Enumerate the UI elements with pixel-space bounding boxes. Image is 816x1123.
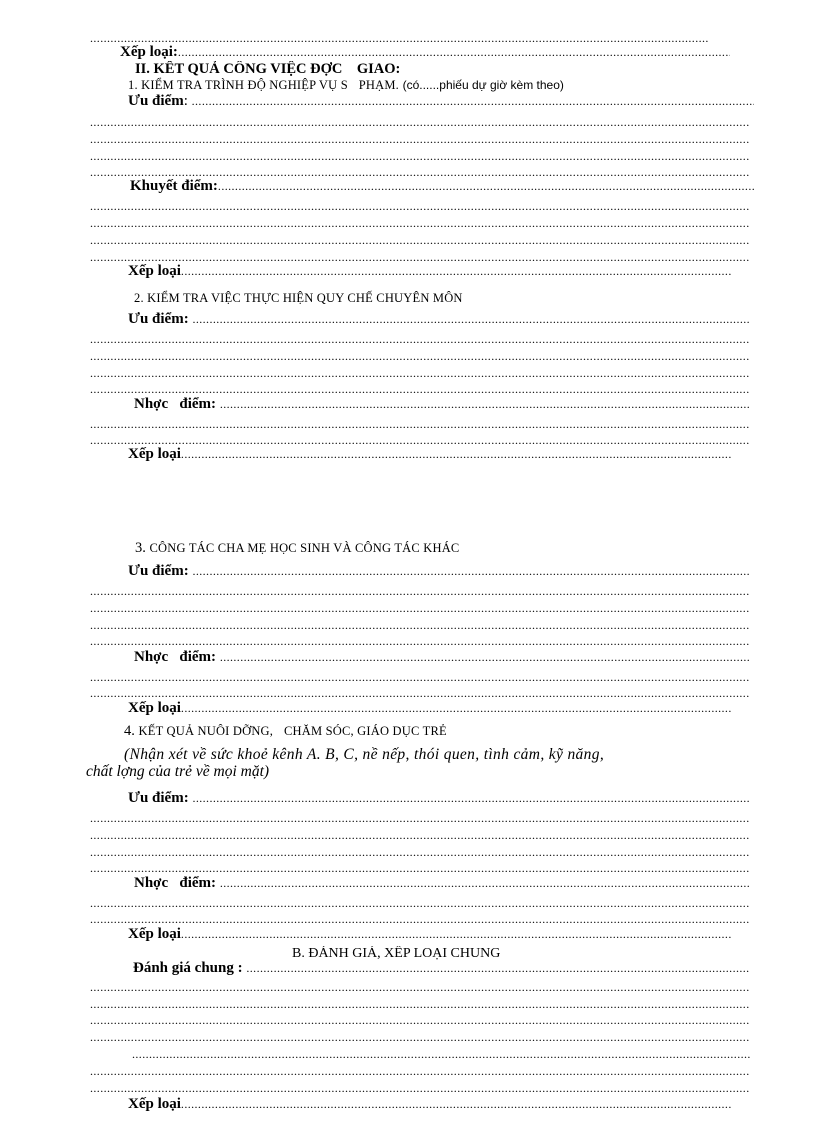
dotted-line	[90, 251, 750, 263]
part3-nhuoc-diem-row: Nhợc điểm: .....	[134, 649, 750, 665]
dotted-line	[90, 434, 750, 446]
part3-xep-loai-row: Xếp loại .....	[128, 700, 732, 716]
part3-uu-diem-row: Ưu điểm: .....	[128, 563, 750, 579]
part2-title: 2. KIỂM TRA VIỆC THỰC HIỆN QUY CHẾ CHUYÊN MÔN	[134, 291, 463, 305]
dotted-line	[90, 367, 750, 379]
dotted-fill	[218, 178, 754, 192]
dotted-line	[90, 200, 750, 212]
dotted-fill	[181, 1096, 732, 1110]
dotted-line	[90, 350, 750, 362]
part3-title: 3. CÔNG TÁC CHA MẸ HỌC SINH VÀ CÔNG TÁC KHÁC	[135, 540, 460, 556]
part4-xep-loai-row: Xếp loại .....	[128, 926, 732, 942]
dotted-line	[90, 333, 750, 345]
part4-uu-diem-row: Ưu điểm: .....	[128, 790, 750, 806]
dotted-line	[90, 671, 750, 683]
dotted-line	[90, 635, 750, 647]
dotted-line	[90, 812, 750, 824]
partB-xep-loai-row: Xếp loại .....	[128, 1096, 732, 1112]
dotted-fill	[192, 93, 754, 107]
dotted-line	[90, 1014, 750, 1026]
dotted-line	[90, 1082, 750, 1094]
dotted-line	[90, 383, 750, 395]
part2-uu-diem-row: Ưu điểm: .....	[128, 311, 750, 327]
part1-title: 1. KIỂM TRA TRÌNH ĐỘ NGHIỆP VỤ S PHẠM. (có......phiếu dự giờ kèm theo)	[128, 78, 564, 92]
dotted-line	[90, 234, 750, 246]
dotted-fill	[181, 446, 732, 460]
dotted-line	[90, 217, 750, 229]
section2-heading: II. KẾT QUẢ CÔNG VIỆC ĐỢC GIAO:	[135, 61, 401, 77]
dotted-line	[90, 166, 750, 178]
dotted-fill	[220, 396, 750, 410]
dotted-fill	[220, 649, 750, 663]
dotted-line	[90, 418, 750, 430]
partB-danh-gia-row: Đánh giá chung : .....	[133, 960, 750, 976]
dotted-fill	[192, 790, 750, 804]
dotted-line	[90, 619, 750, 631]
dotted-line	[90, 981, 750, 993]
dotted-fill	[192, 563, 750, 577]
dotted-line	[90, 829, 750, 841]
part4-note-line1: (Nhận xét về sức khoẻ kênh A. B, C, nề nếp, thói quen, tình cảm, kỹ năng,	[124, 747, 605, 763]
dotted-line	[90, 998, 750, 1010]
dotted-line	[90, 150, 750, 162]
dotted-fill	[192, 311, 750, 325]
dotted-fill	[181, 700, 732, 714]
dotted-line	[90, 116, 750, 128]
dotted-fill	[178, 44, 730, 58]
part2-nhuoc-diem-row: Nhợc điểm: .....	[134, 396, 750, 412]
dotted-fill	[181, 926, 732, 940]
part1-khuyet-diem-row: Khuyết điểm: .....	[130, 178, 754, 194]
part1-xep-loai-row: Xếp loại .....	[128, 263, 732, 279]
dotted-line	[90, 913, 750, 925]
dotted-line	[90, 32, 708, 44]
dotted-line	[132, 1048, 750, 1060]
part4-note-line2: chất lợng của trẻ về mọi mặt)	[86, 764, 270, 780]
dotted-line	[90, 585, 750, 597]
part4-title: 4. KẾT QUẢ NUÔI DỠNG, CHĂM SÓC, GIÁO DỤC TRẺ	[124, 723, 447, 739]
part4-nhuoc-diem-row: Nhợc điểm: .....	[134, 875, 750, 891]
xep-loai-label: Xếp loại:	[120, 44, 178, 60]
dotted-line	[90, 1065, 750, 1077]
dotted-line	[90, 133, 750, 145]
dotted-line	[90, 602, 750, 614]
dotted-line	[90, 1031, 750, 1043]
dotted-line	[90, 862, 750, 874]
dotted-fill	[220, 875, 750, 889]
part1-uu-diem-row: Ưu điểm : .....	[128, 93, 754, 109]
dotted-line	[90, 846, 750, 858]
dotted-fill	[246, 960, 750, 974]
xep-loai-top-row	[120, 44, 730, 60]
dotted-line	[90, 687, 750, 699]
dotted-fill	[181, 263, 732, 277]
dotted-line	[90, 897, 750, 909]
partB-title: B. ĐÁNH GIÁ, XẾP LOẠI CHUNG	[292, 946, 501, 961]
part2-xep-loai-row: Xếp loại .....	[128, 446, 732, 462]
